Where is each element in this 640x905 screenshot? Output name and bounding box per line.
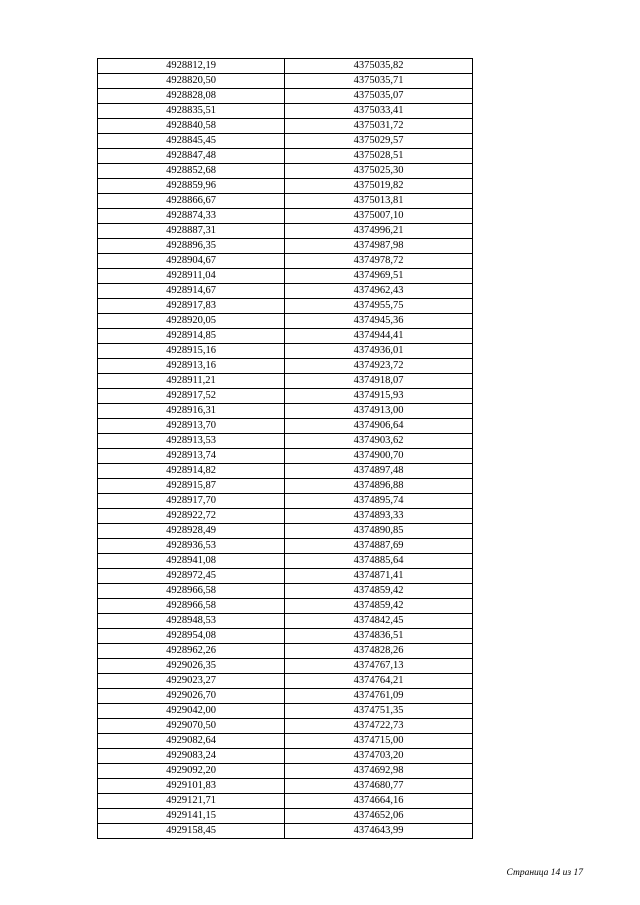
coordinate-y-cell: 4374871,41 — [285, 569, 473, 584]
coordinate-x-cell: 4929158,45 — [98, 824, 285, 839]
coordinate-x-cell: 4928915,16 — [98, 344, 285, 359]
coordinate-y-cell: 4374945,36 — [285, 314, 473, 329]
coordinate-y-cell: 4374751,35 — [285, 704, 473, 719]
coordinate-x-cell: 4928917,52 — [98, 389, 285, 404]
table-row — [98, 284, 473, 299]
coordinate-x-cell: 4928859,96 — [98, 179, 285, 194]
coordinate-x-cell: 4928936,53 — [98, 539, 285, 554]
coordinate-y-cell: 4375035,71 — [285, 74, 473, 89]
table-row — [98, 239, 473, 254]
coordinate-x-cell: 4929042,00 — [98, 704, 285, 719]
table-row — [98, 419, 473, 434]
coordinate-y-cell: 4374890,85 — [285, 524, 473, 539]
table-row — [98, 179, 473, 194]
coordinate-x-cell: 4928911,21 — [98, 374, 285, 389]
coordinate-y-cell: 4375035,07 — [285, 89, 473, 104]
coordinate-x-cell: 4928911,04 — [98, 269, 285, 284]
coordinate-y-cell: 4374664,16 — [285, 794, 473, 809]
coordinate-x-cell: 4928914,67 — [98, 284, 285, 299]
coordinate-x-cell: 4928874,33 — [98, 209, 285, 224]
table-row — [98, 464, 473, 479]
coordinate-y-cell: 4375013,81 — [285, 194, 473, 209]
coordinate-y-cell: 4374836,51 — [285, 629, 473, 644]
coordinate-x-cell: 4928852,68 — [98, 164, 285, 179]
table-row — [98, 524, 473, 539]
coordinate-x-cell: 4928812,19 — [98, 59, 285, 74]
coordinates-table-body — [98, 59, 473, 839]
coordinate-x-cell: 4929026,70 — [98, 689, 285, 704]
table-row — [98, 659, 473, 674]
coordinate-y-cell: 4375028,51 — [285, 149, 473, 164]
coordinate-y-cell: 4375031,72 — [285, 119, 473, 134]
coordinate-y-cell: 4374900,70 — [285, 449, 473, 464]
coordinate-x-cell: 4928847,48 — [98, 149, 285, 164]
coordinate-x-cell: 4929070,50 — [98, 719, 285, 734]
coordinate-y-cell: 4374767,13 — [285, 659, 473, 674]
coordinate-x-cell: 4928915,87 — [98, 479, 285, 494]
coordinate-y-cell: 4375007,10 — [285, 209, 473, 224]
coordinate-x-cell: 4928920,05 — [98, 314, 285, 329]
coordinate-y-cell: 4374761,09 — [285, 689, 473, 704]
coordinate-x-cell: 4928913,70 — [98, 419, 285, 434]
coordinate-x-cell: 4928972,45 — [98, 569, 285, 584]
coordinate-y-cell: 4374936,01 — [285, 344, 473, 359]
coordinate-y-cell: 4374918,07 — [285, 374, 473, 389]
table-row — [98, 809, 473, 824]
table-row — [98, 209, 473, 224]
table-row — [98, 614, 473, 629]
coordinate-y-cell: 4375033,41 — [285, 104, 473, 119]
table-row — [98, 74, 473, 89]
coordinate-x-cell: 4928917,70 — [98, 494, 285, 509]
coordinate-x-cell: 4929092,20 — [98, 764, 285, 779]
coordinate-y-cell: 4374715,00 — [285, 734, 473, 749]
coordinate-x-cell: 4928840,58 — [98, 119, 285, 134]
coordinate-x-cell: 4928928,49 — [98, 524, 285, 539]
coordinate-x-cell: 4928916,31 — [98, 404, 285, 419]
table-row — [98, 539, 473, 554]
coordinate-y-cell: 4374828,26 — [285, 644, 473, 659]
coordinate-x-cell: 4928922,72 — [98, 509, 285, 524]
table-row — [98, 149, 473, 164]
table-row — [98, 779, 473, 794]
coordinate-x-cell: 4928835,51 — [98, 104, 285, 119]
table-row — [98, 254, 473, 269]
table-row — [98, 749, 473, 764]
coordinate-y-cell: 4374643,99 — [285, 824, 473, 839]
coordinate-x-cell: 4928820,50 — [98, 74, 285, 89]
coordinates-table — [97, 58, 473, 839]
coordinate-x-cell: 4928913,16 — [98, 359, 285, 374]
table-row — [98, 689, 473, 704]
coordinate-y-cell: 4374962,43 — [285, 284, 473, 299]
coordinate-x-cell: 4928948,53 — [98, 614, 285, 629]
table-row — [98, 509, 473, 524]
coordinate-x-cell: 4928913,74 — [98, 449, 285, 464]
table-row — [98, 644, 473, 659]
table-row — [98, 674, 473, 689]
coordinate-x-cell: 4929121,71 — [98, 794, 285, 809]
coordinate-y-cell: 4374764,21 — [285, 674, 473, 689]
coordinate-x-cell: 4928966,58 — [98, 599, 285, 614]
coordinate-y-cell: 4374896,88 — [285, 479, 473, 494]
coordinate-y-cell: 4374703,20 — [285, 749, 473, 764]
coordinate-y-cell: 4375029,57 — [285, 134, 473, 149]
coordinate-y-cell: 4374944,41 — [285, 329, 473, 344]
table-row — [98, 719, 473, 734]
table-row — [98, 764, 473, 779]
coordinate-x-cell: 4928966,58 — [98, 584, 285, 599]
table-row — [98, 89, 473, 104]
table-row — [98, 194, 473, 209]
table-row — [98, 824, 473, 839]
table-row — [98, 224, 473, 239]
table-row — [98, 434, 473, 449]
coordinate-x-cell: 4928845,45 — [98, 134, 285, 149]
coordinate-y-cell: 4374893,33 — [285, 509, 473, 524]
coordinate-x-cell: 4929101,83 — [98, 779, 285, 794]
coordinate-y-cell: 4374887,69 — [285, 539, 473, 554]
coordinate-y-cell: 4374859,42 — [285, 599, 473, 614]
coordinate-x-cell: 4928914,85 — [98, 329, 285, 344]
table-row — [98, 269, 473, 284]
coordinate-x-cell: 4928954,08 — [98, 629, 285, 644]
table-row — [98, 344, 473, 359]
coordinate-x-cell: 4928896,35 — [98, 239, 285, 254]
table-row — [98, 494, 473, 509]
table-row — [98, 104, 473, 119]
coordinate-x-cell: 4928828,08 — [98, 89, 285, 104]
table-row — [98, 299, 473, 314]
coordinate-y-cell: 4374692,98 — [285, 764, 473, 779]
table-row — [98, 629, 473, 644]
coordinate-x-cell: 4928941,08 — [98, 554, 285, 569]
coordinate-x-cell: 4929083,24 — [98, 749, 285, 764]
coordinate-y-cell: 4374978,72 — [285, 254, 473, 269]
coordinate-y-cell: 4374906,64 — [285, 419, 473, 434]
coordinate-y-cell: 4374913,00 — [285, 404, 473, 419]
table-row — [98, 599, 473, 614]
table-row — [98, 449, 473, 464]
coordinate-y-cell: 4374969,51 — [285, 269, 473, 284]
table-row — [98, 734, 473, 749]
coordinate-x-cell: 4928962,26 — [98, 644, 285, 659]
table-row — [98, 164, 473, 179]
table-row — [98, 359, 473, 374]
coordinate-y-cell: 4374885,64 — [285, 554, 473, 569]
coordinate-y-cell: 4374955,75 — [285, 299, 473, 314]
coordinate-y-cell: 4375025,30 — [285, 164, 473, 179]
coordinate-y-cell: 4374722,73 — [285, 719, 473, 734]
coordinate-x-cell: 4928913,53 — [98, 434, 285, 449]
table-row — [98, 134, 473, 149]
coordinate-y-cell: 4374996,21 — [285, 224, 473, 239]
coordinate-x-cell: 4929026,35 — [98, 659, 285, 674]
coordinate-x-cell: 4928914,82 — [98, 464, 285, 479]
coordinate-y-cell: 4374915,93 — [285, 389, 473, 404]
coordinate-x-cell: 4928887,31 — [98, 224, 285, 239]
page-number-footer: Страница 14 из 17 — [506, 868, 583, 878]
coordinate-y-cell: 4375019,82 — [285, 179, 473, 194]
table-row — [98, 554, 473, 569]
coordinate-y-cell: 4374842,45 — [285, 614, 473, 629]
coordinate-y-cell: 4374652,06 — [285, 809, 473, 824]
coordinate-x-cell: 4929082,64 — [98, 734, 285, 749]
table-row — [98, 569, 473, 584]
table-row — [98, 389, 473, 404]
coordinate-y-cell: 4374903,62 — [285, 434, 473, 449]
coordinate-x-cell: 4929023,27 — [98, 674, 285, 689]
coordinate-y-cell: 4374987,98 — [285, 239, 473, 254]
table-row — [98, 59, 473, 74]
coordinate-y-cell: 4374923,72 — [285, 359, 473, 374]
table-row — [98, 704, 473, 719]
coordinate-x-cell: 4928866,67 — [98, 194, 285, 209]
table-row — [98, 404, 473, 419]
table-row — [98, 314, 473, 329]
coordinate-y-cell: 4374680,77 — [285, 779, 473, 794]
coordinate-x-cell: 4928917,83 — [98, 299, 285, 314]
coordinate-y-cell: 4374897,48 — [285, 464, 473, 479]
coordinate-y-cell: 4374859,42 — [285, 584, 473, 599]
table-row — [98, 329, 473, 344]
coordinate-x-cell: 4928904,67 — [98, 254, 285, 269]
table-row — [98, 584, 473, 599]
table-row — [98, 479, 473, 494]
coordinate-y-cell: 4375035,82 — [285, 59, 473, 74]
coordinate-x-cell: 4929141,15 — [98, 809, 285, 824]
table-row — [98, 794, 473, 809]
coordinate-y-cell: 4374895,74 — [285, 494, 473, 509]
table-row — [98, 374, 473, 389]
table-row — [98, 119, 473, 134]
